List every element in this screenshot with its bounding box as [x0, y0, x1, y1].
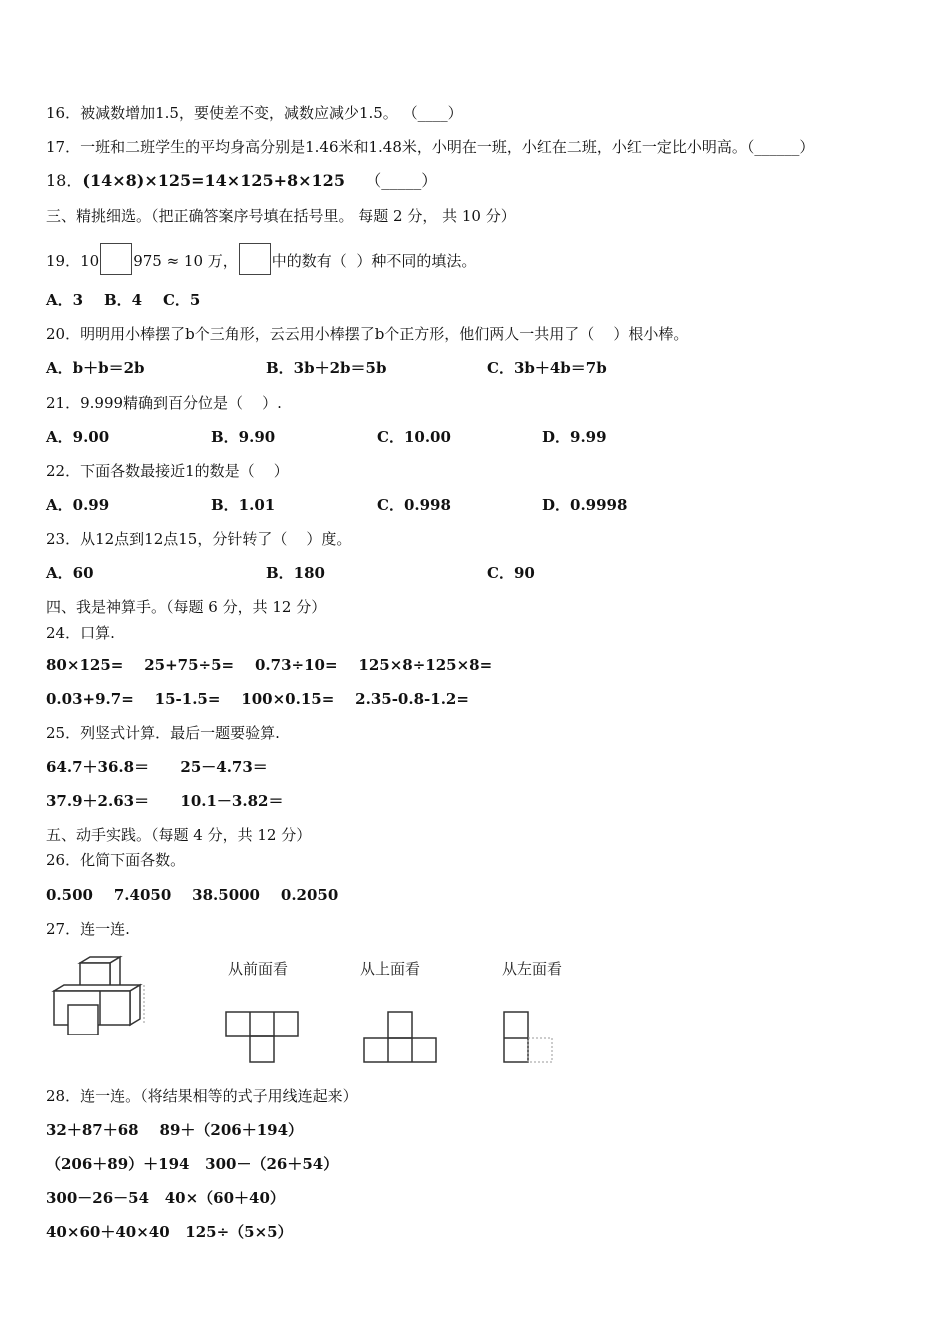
option-d: D．0.9998 [542, 496, 628, 514]
option-c: C．10.00 [377, 428, 451, 446]
option-a: A．0.99 [46, 496, 110, 514]
option-b: B．9.90 [211, 428, 276, 446]
section-3-title: 三、精挑细选。（把正确答案序号填在括号里。 每题 2 分， 共 10 分） [46, 207, 516, 225]
question-23: 23．从12点到12点15，分针转了（ ）度。 [46, 530, 352, 548]
question-26: 26．化简下面各数。 [46, 851, 186, 869]
section-4-title: 四、我是神算手。（每题 6 分，共 12 分） [46, 598, 327, 616]
option-a: A．60 [46, 564, 94, 582]
option-b: B．1.01 [211, 496, 276, 514]
simplify-numbers: 0.500 7.4050 38.5000 0.2050 [46, 886, 339, 904]
top-view-shape [362, 1010, 440, 1064]
match-line-2: （206＋89）＋194 300－（26＋54） [46, 1155, 339, 1173]
question-27: 27．连一连. [46, 920, 130, 938]
option-c: C．90 [487, 564, 535, 582]
digit-blank-box[interactable] [100, 243, 132, 275]
question-22: 22．下面各数最接近1的数是（ ） [46, 462, 289, 480]
question-17: 17．一班和二班学生的平均身高分别是1.46米和1.48米，小明在一班，小红在二班，小红一定比小明高。（______） [46, 138, 815, 156]
option-b: B．3b＋2b＝5b [266, 359, 387, 377]
match-line-1: 32＋87＋68 89＋（206＋194） [46, 1121, 304, 1139]
question-18-expression: (14×8)×125=14×125+8×125 [82, 171, 345, 190]
question-19-start: 19．10 [46, 252, 100, 270]
option-a: A．9.00 [46, 428, 110, 446]
question-18 [46, 171, 437, 191]
question-25: 25．列竖式计算．最后一题要验算. [46, 724, 280, 742]
question-21: 21．9.999精确到百分位是（ ）. [46, 394, 282, 412]
left-view-shape [502, 1010, 557, 1064]
oral-calc-line-2: 0.03+9.7= 15-1.5= 100×0.15= 2.35-0.8-1.2= [46, 690, 469, 708]
question-20: 20．明明用小棒摆了b个三角形，云云用小棒摆了b个正方形，他们两人一共用了（ ）根小棒。 [46, 325, 689, 343]
front-view-label: 从前面看 [228, 960, 289, 978]
question-19 [46, 243, 476, 275]
option-c: C．0.998 [377, 496, 451, 514]
question-19-middle: 975 ≈ 10 万， [133, 252, 238, 270]
front-view-shape [225, 1010, 300, 1064]
question-19-options: A．3 B．4 C．5 [46, 291, 201, 309]
vertical-calc-line-1: 64.7＋36.8＝ 25－4.73＝ [46, 758, 268, 776]
question-16: 16．被减数增加1.5，要使差不变，减数应减少1.5。 （____） [46, 104, 463, 122]
question-18-number: 18． [46, 171, 83, 190]
vertical-calc-line-2: 37.9＋2.63＝ 10.1－3.82＝ [46, 792, 284, 810]
option-c: C．3b＋4b＝7b [487, 359, 607, 377]
option-b: B．180 [266, 564, 325, 582]
match-line-4: 40×60＋40×40 125÷（5×5） [46, 1223, 293, 1241]
option-d: D．9.99 [542, 428, 607, 446]
question-19-end: 中的数有（ ）种不同的填法。 [271, 252, 477, 270]
top-view-label: 从上面看 [360, 960, 421, 978]
left-view-label: 从左面看 [502, 960, 563, 978]
oral-calc-line-1: 80×125= 25+75÷5= 0.73÷10= 125×8÷125×8= [46, 656, 493, 674]
digit-blank-box[interactable] [239, 243, 271, 275]
section-5-title: 五、动手实践。（每题 4 分，共 12 分） [46, 826, 312, 844]
option-a: A．b＋b＝2b [46, 359, 145, 377]
question-28: 28．连一连。（将结果相等的式子用线连起来） [46, 1087, 358, 1105]
cube-stack-figure [46, 955, 156, 1035]
question-24: 24．口算. [46, 624, 115, 642]
match-line-3: 300－26－54 40×（60＋40） [46, 1189, 285, 1207]
answer-blank[interactable]: （_____） [365, 171, 438, 190]
